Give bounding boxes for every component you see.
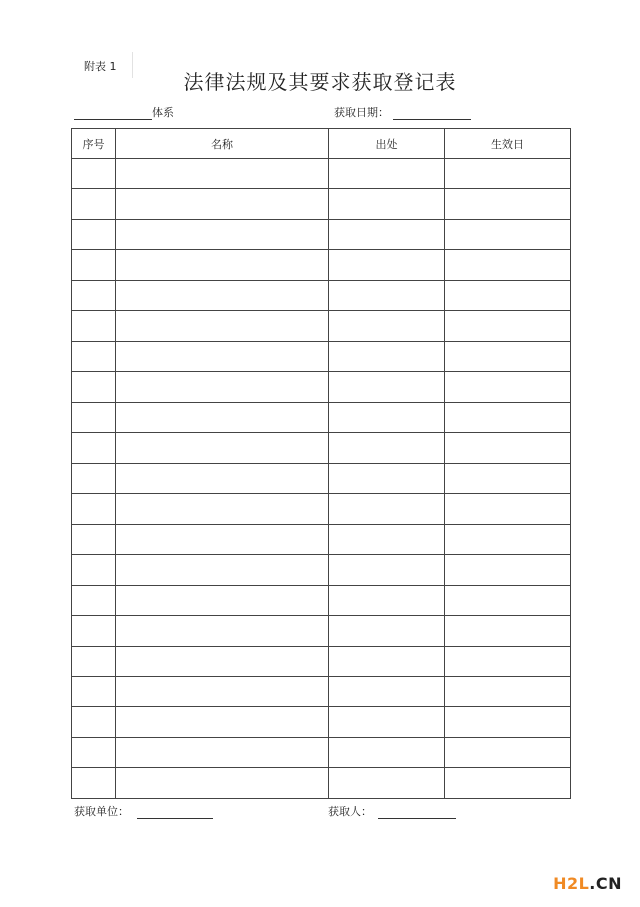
register-table xyxy=(71,128,571,799)
cell-source[interactable] xyxy=(329,524,445,554)
date-field xyxy=(334,104,471,120)
cell-index[interactable] xyxy=(72,524,116,554)
cell-index[interactable] xyxy=(72,280,116,310)
cell-effective-date[interactable] xyxy=(445,524,571,554)
unit-field xyxy=(74,803,213,819)
cell-source[interactable] xyxy=(329,463,445,493)
cell-effective-date[interactable] xyxy=(445,250,571,280)
cell-effective-date[interactable] xyxy=(445,616,571,646)
cell-index[interactable] xyxy=(72,555,116,585)
cell-index[interactable] xyxy=(72,463,116,493)
cell-name[interactable] xyxy=(116,494,329,524)
page-title: 法律法规及其要求获取登记表 xyxy=(183,70,457,94)
date-blank[interactable] xyxy=(393,106,471,120)
person-label: 获取人： xyxy=(328,805,372,818)
watermark-logo xyxy=(553,874,622,893)
cell-name[interactable] xyxy=(116,524,329,554)
cell-source[interactable] xyxy=(329,646,445,676)
table-row xyxy=(72,159,571,189)
cell-source[interactable] xyxy=(329,676,445,706)
cell-source[interactable] xyxy=(329,402,445,432)
cell-name[interactable] xyxy=(116,585,329,615)
table-row xyxy=(72,707,571,737)
person-field xyxy=(328,803,456,819)
table-row xyxy=(72,646,571,676)
cell-effective-date[interactable] xyxy=(445,402,571,432)
cell-effective-date[interactable] xyxy=(445,159,571,189)
cell-name[interactable] xyxy=(116,189,329,219)
cell-effective-date[interactable] xyxy=(445,280,571,310)
cell-index[interactable] xyxy=(72,646,116,676)
table-row xyxy=(72,463,571,493)
cell-index[interactable] xyxy=(72,433,116,463)
cell-name[interactable] xyxy=(116,555,329,585)
system-field xyxy=(74,104,174,120)
table-row xyxy=(72,280,571,310)
cell-effective-date[interactable] xyxy=(445,768,571,799)
table-row xyxy=(72,250,571,280)
table-row xyxy=(72,585,571,615)
cell-source[interactable] xyxy=(329,159,445,189)
cell-source[interactable] xyxy=(329,737,445,767)
system-blank[interactable] xyxy=(74,106,152,120)
cell-name[interactable] xyxy=(116,676,329,706)
cell-index[interactable] xyxy=(72,219,116,249)
table-row xyxy=(72,555,571,585)
watermark-part1: H2L xyxy=(553,874,590,893)
cell-name[interactable] xyxy=(116,737,329,767)
column-header-index: 序号 xyxy=(72,129,116,159)
unit-label: 获取单位： xyxy=(74,805,129,818)
table-row xyxy=(72,219,571,249)
table-row xyxy=(72,311,571,341)
table-row xyxy=(72,768,571,799)
cell-effective-date[interactable] xyxy=(445,463,571,493)
cell-name[interactable] xyxy=(116,219,329,249)
cell-source[interactable] xyxy=(329,372,445,402)
cell-index[interactable] xyxy=(72,402,116,432)
cell-index[interactable] xyxy=(72,372,116,402)
cell-index[interactable] xyxy=(72,616,116,646)
cell-source[interactable] xyxy=(329,219,445,249)
unit-blank[interactable] xyxy=(137,805,213,819)
cell-source[interactable] xyxy=(329,433,445,463)
column-header-effective-date: 生效日 xyxy=(445,129,571,159)
cell-name[interactable] xyxy=(116,768,329,799)
person-blank[interactable] xyxy=(378,805,456,819)
table-row xyxy=(72,372,571,402)
table-row xyxy=(72,676,571,706)
table-row xyxy=(72,189,571,219)
cell-name[interactable] xyxy=(116,280,329,310)
cell-effective-date[interactable] xyxy=(445,555,571,585)
cell-source[interactable] xyxy=(329,311,445,341)
cell-name[interactable] xyxy=(116,433,329,463)
table-row xyxy=(72,402,571,432)
cell-source[interactable] xyxy=(329,341,445,371)
annex-label: 附表 1 xyxy=(84,60,117,73)
cell-source[interactable] xyxy=(329,494,445,524)
footer-row xyxy=(74,803,570,823)
cell-name[interactable] xyxy=(116,707,329,737)
table-row xyxy=(72,737,571,767)
watermark-part2: .CN xyxy=(589,874,622,893)
cell-effective-date[interactable] xyxy=(445,433,571,463)
table-header-row xyxy=(72,129,571,159)
cell-source[interactable] xyxy=(329,189,445,219)
cell-name[interactable] xyxy=(116,311,329,341)
cell-index[interactable] xyxy=(72,494,116,524)
cell-index[interactable] xyxy=(72,250,116,280)
cell-effective-date[interactable] xyxy=(445,646,571,676)
cell-effective-date[interactable] xyxy=(445,219,571,249)
cell-name[interactable] xyxy=(116,250,329,280)
cell-source[interactable] xyxy=(329,555,445,585)
cell-source[interactable] xyxy=(329,250,445,280)
cell-name[interactable] xyxy=(116,159,329,189)
cell-effective-date[interactable] xyxy=(445,676,571,706)
cell-effective-date[interactable] xyxy=(445,189,571,219)
cell-index[interactable] xyxy=(72,737,116,767)
cell-index[interactable] xyxy=(72,311,116,341)
column-header-source: 出处 xyxy=(329,129,445,159)
table-row xyxy=(72,524,571,554)
cell-index[interactable] xyxy=(72,159,116,189)
cell-effective-date[interactable] xyxy=(445,341,571,371)
date-label: 获取日期： xyxy=(334,106,389,119)
table-row xyxy=(72,341,571,371)
cell-name[interactable] xyxy=(116,616,329,646)
cell-index[interactable] xyxy=(72,707,116,737)
cell-name[interactable] xyxy=(116,341,329,371)
table-row xyxy=(72,433,571,463)
cell-name[interactable] xyxy=(116,372,329,402)
cell-effective-date[interactable] xyxy=(445,372,571,402)
cell-source[interactable] xyxy=(329,280,445,310)
cell-effective-date[interactable] xyxy=(445,311,571,341)
cell-index[interactable] xyxy=(72,676,116,706)
cell-effective-date[interactable] xyxy=(445,494,571,524)
cell-source[interactable] xyxy=(329,616,445,646)
cell-source[interactable] xyxy=(329,707,445,737)
cell-source[interactable] xyxy=(329,585,445,615)
table-row xyxy=(72,616,571,646)
cell-index[interactable] xyxy=(72,768,116,799)
cell-name[interactable] xyxy=(116,463,329,493)
cell-effective-date[interactable] xyxy=(445,585,571,615)
system-suffix: 体系 xyxy=(152,106,174,119)
cell-name[interactable] xyxy=(116,646,329,676)
cell-index[interactable] xyxy=(72,189,116,219)
cell-index[interactable] xyxy=(72,341,116,371)
cell-source[interactable] xyxy=(329,768,445,799)
cell-effective-date[interactable] xyxy=(445,707,571,737)
cell-index[interactable] xyxy=(72,585,116,615)
header-row xyxy=(74,104,570,124)
cell-name[interactable] xyxy=(116,402,329,432)
column-header-name: 名称 xyxy=(116,129,329,159)
table-row xyxy=(72,494,571,524)
cell-effective-date[interactable] xyxy=(445,737,571,767)
